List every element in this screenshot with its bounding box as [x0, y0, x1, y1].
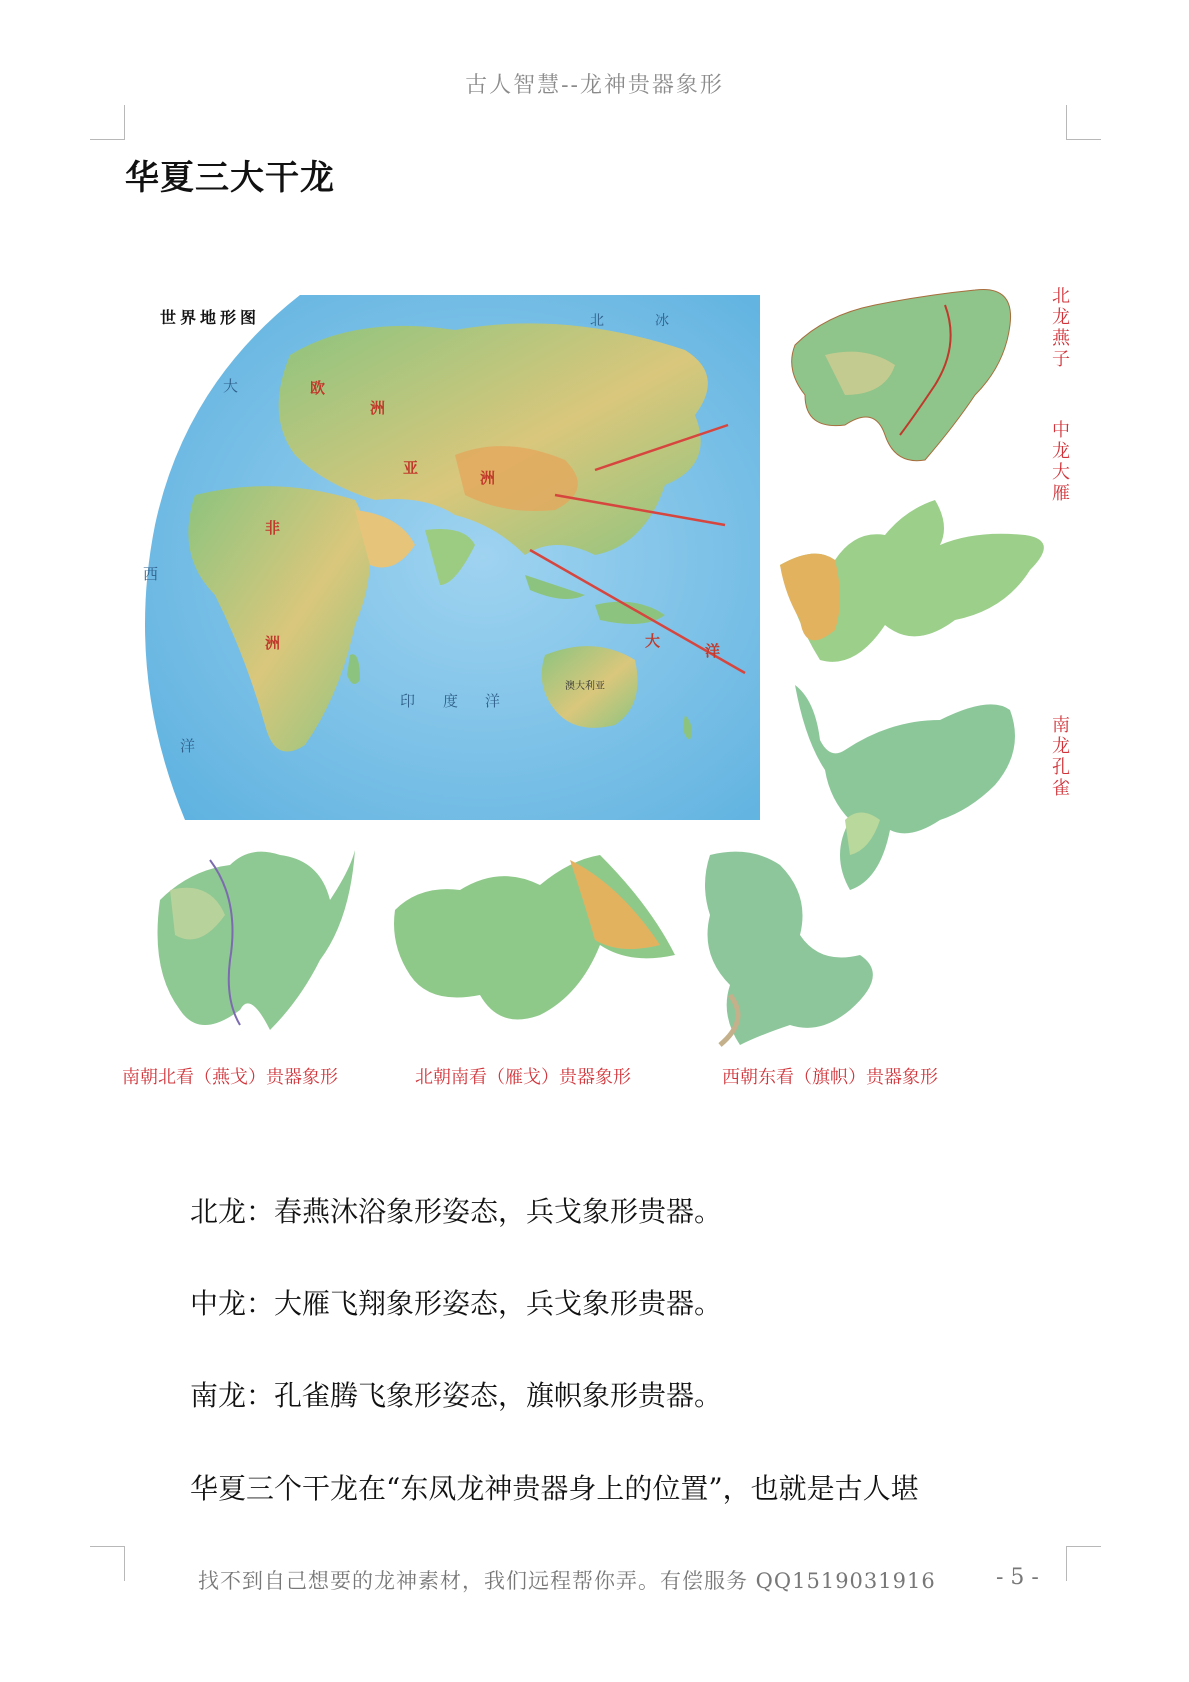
map-label-asia-2: 洲	[480, 469, 496, 487]
paragraph-positions: 华夏三个干龙在“东凤龙神贵器身上的位置”，也就是古人堪	[190, 1472, 919, 1505]
middle-dragon-region-image	[775, 490, 1060, 680]
north-dragon-region-graphic	[785, 285, 1025, 470]
footer-note: 找不到自己想要的龙神素材，我们远程帮你弄。有偿服务 QQ1519031916	[198, 1569, 936, 1593]
yan-ge-2-region-graphic	[390, 845, 680, 1030]
world-map	[125, 295, 760, 820]
middle-dragon-region-graphic	[775, 490, 1060, 680]
map-label-europe-2: 洲	[370, 399, 386, 417]
paragraph-north-dragon: 北龙：春燕沐浴象形姿态，兵戈象形贵器。	[190, 1195, 723, 1228]
crop-mark-bottom-right	[1066, 1546, 1101, 1581]
map-label-africa-1: 非	[265, 519, 281, 537]
crop-mark-top-left	[90, 105, 125, 140]
yan-ge-region-graphic	[150, 840, 355, 1040]
map-label-atlantic-3: 洋	[180, 737, 196, 755]
map-label-pacific-1: 大	[645, 632, 661, 650]
map-label-asia-1: 亚	[403, 459, 419, 477]
flag-region-image	[700, 845, 890, 1050]
map-label-indian-3: 洋	[485, 692, 501, 710]
north-dragon-label: 北龙燕子	[1052, 286, 1070, 370]
flag-region-graphic	[700, 845, 890, 1050]
world-map-graphic	[125, 295, 760, 820]
map-label-pacific-2: 洋	[705, 642, 721, 660]
crop-mark-top-right	[1066, 105, 1101, 140]
map-title: 世界地形图	[160, 308, 261, 327]
middle-dragon-label: 中龙大雁	[1052, 420, 1070, 504]
caption-yan-ge-2: 北朝南看（雁戈）贵器象形	[415, 1067, 631, 1088]
south-dragon-label: 南龙孔雀	[1052, 715, 1070, 799]
page-title: 华夏三大干龙	[125, 158, 335, 198]
map-label-australia: 澳大利亚	[565, 681, 605, 692]
map-label-atlantic-1: 大	[223, 377, 239, 395]
crop-mark-bottom-left	[90, 1546, 125, 1581]
paragraph-middle-dragon: 中龙：大雁飞翔象形姿态，兵戈象形贵器。	[190, 1287, 723, 1320]
map-label-atlantic-2: 西	[143, 565, 159, 583]
map-label-indian-1: 印	[400, 692, 416, 710]
map-label-europe-1: 欧	[310, 379, 326, 397]
yan-ge-region-image	[150, 840, 355, 1040]
page-number: - 5 -	[996, 1565, 1039, 1590]
yan-ge-2-region-image	[390, 845, 680, 1030]
caption-yan-ge: 南朝北看（燕戈）贵器象形	[122, 1067, 338, 1088]
map-label-indian-2: 度	[443, 692, 459, 710]
map-label-africa-2: 洲	[265, 634, 281, 652]
page-header: 古人智慧--龙神贵器象形	[465, 73, 724, 98]
map-label-north: 北	[590, 313, 604, 329]
map-label-arctic: 冰	[655, 313, 669, 329]
caption-flag: 西朝东看（旗帜）贵器象形	[722, 1067, 938, 1088]
paragraph-south-dragon: 南龙：孔雀腾飞象形姿态，旗帜象形贵器。	[190, 1379, 723, 1412]
north-dragon-region-image	[785, 285, 1025, 470]
